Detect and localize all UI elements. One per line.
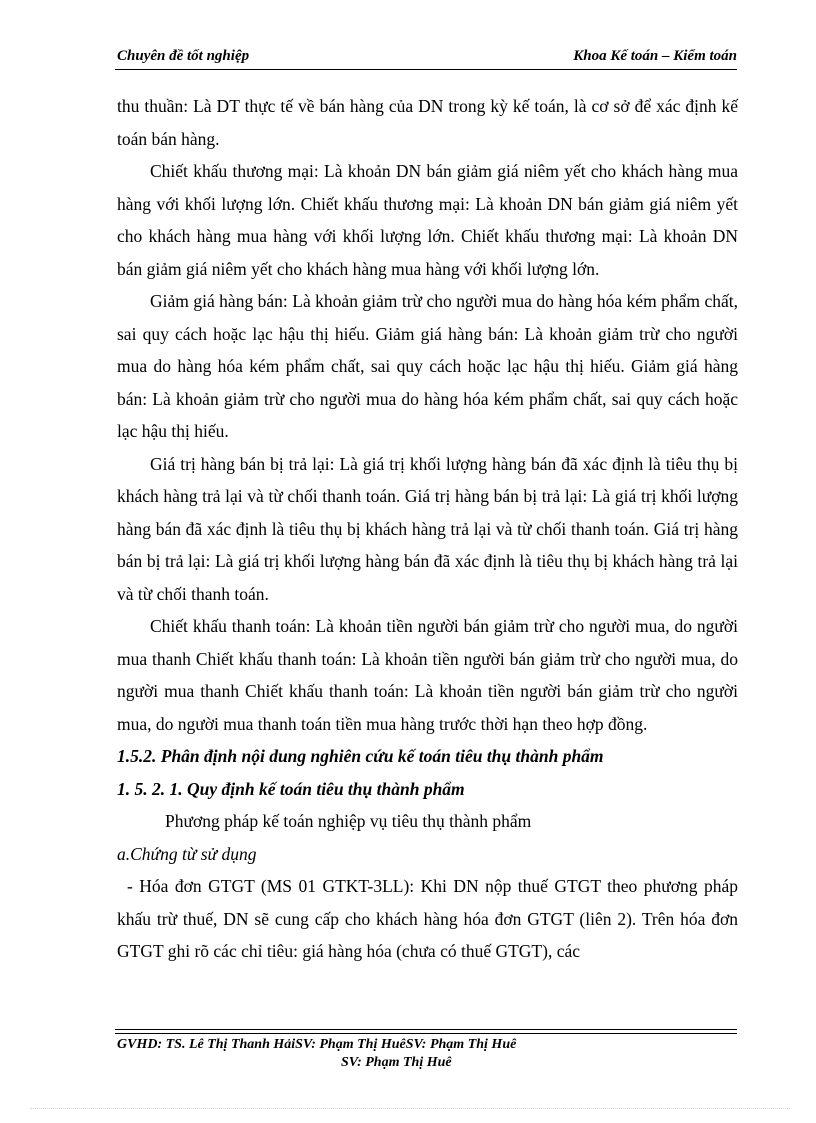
page-bottom-edge <box>30 1108 790 1109</box>
page-header <box>117 48 737 70</box>
paragraph-payment-discount: Chiết khấu thanh toán: Là khoản tiền người bán giảm trừ cho người mua, do người mua thanh Chiết khấu thanh toán: Là khoản tiền người bán giảm trừ cho người mua, do người mua thanh Chiết khấu thanh toán: Là khoản tiền người bán giảm trừ cho người mua, do người mua thanh toán tiền mua hàng trước thời hạn theo hợp đồng. <box>117 616 738 734</box>
section-heading-1-5-2: 1.5.2. Phân định nội dung nghiên cứu kế toán tiêu thụ thành phẩm <box>117 746 604 766</box>
footer-divider-top <box>115 1029 737 1030</box>
paragraph-sales-allowance: Giảm giá hàng bán: Là khoản giảm trừ cho người mua do hàng hóa kém phẩm chất, sai quy cách hoặc lạc hậu thị hiếu. Giảm giá hàng bán: Là khoản giảm trừ cho người mua do hàng hóa kém phẩm chất, sai quy cách hoặc lạc hậu thị hiếu. Giảm giá hàng bán: Là khoản giảm trừ cho người mua do hàng hóa kém phẩm chất, sai quy cách hoặc lạc hậu thị hiếu. <box>117 291 738 441</box>
footer-line-2: SV: Phạm Thị Huê <box>341 1055 452 1070</box>
paragraph-sales-returns: Giá trị hàng bán bị trả lại: Là giá trị khối lượng hàng bán đã xác định là tiêu thụ bị khách hàng trả lại và từ chối thanh toán. Giá trị hàng bán bị trả lại: Là giá trị khối lượng hàng bán đã xác định là tiêu thụ bị khách hàng trả lại và từ chối thanh toán. Giá trị hàng bán bị trả lại: Là giá trị khối lượng hàng bán đã xác định là tiêu thụ bị khách hàng trả lại và từ chối thanh toán. <box>117 453 738 604</box>
subsection-a-heading: a.Chứng từ sử dụng <box>117 843 257 864</box>
header-right-title: Khoa Kế toán – Kiểm toán <box>573 48 737 64</box>
document-body <box>117 90 738 968</box>
method-line: Phương pháp kế toán nghiệp vụ tiêu thụ thành phẩm <box>165 811 532 831</box>
header-divider <box>115 69 737 70</box>
paragraph-trade-discount: Chiết khấu thương mại: Là khoản DN bán giảm giá niêm yết cho khách hàng mua hàng với khối lượng lớn. Chiết khấu thương mại: Là khoản DN bán giảm giá niêm yết cho khách hàng mua hàng với khối lượng lớn. Chiết khấu thương mại: Là khoản DN bán giảm giá niêm yết cho khách hàng mua hàng với khối lượng lớn. <box>117 161 738 279</box>
footer-divider-bottom <box>115 1033 737 1034</box>
page-footer <box>117 1036 738 1072</box>
paragraph-net-revenue: thu thuần: Là DT thực tế về bán hàng của DN trong kỳ kế toán, là cơ sở để xác định kế toán bán hàng. <box>117 96 738 149</box>
footer-line-1: GVHD: TS. Lê Thị Thanh HảiSV: Phạm Thị HuêSV: Phạm Thị Huê <box>117 1037 517 1052</box>
paragraph-vat-invoice: - Hóa đơn GTGT (MS 01 GTKT-3LL): Khi DN nộp thuế GTGT theo phương pháp khấu trừ thuế, DN sẽ cung cấp cho khách hàng hóa đơn GTGT (liên 2). Trên hóa đơn GTGT ghi rõ các chỉ tiêu: giá hàng hóa (chưa có thuế GTGT), các <box>117 876 738 961</box>
section-heading-1-5-2-1: 1. 5. 2. 1. Quy định kế toán tiêu thụ thành phẩm <box>117 778 465 799</box>
header-left-title: Chuyên đề tốt nghiệp <box>117 48 250 64</box>
